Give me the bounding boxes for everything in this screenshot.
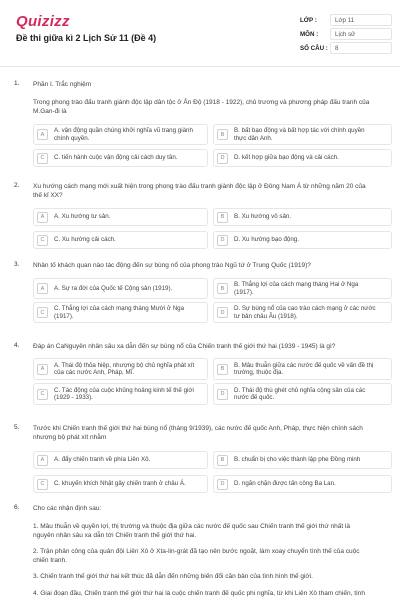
- worksheet-header: [0, 0, 400, 67]
- option-letter-b: B: [217, 283, 228, 294]
- option-letter-c: C: [37, 235, 48, 246]
- option-text: A. Xu hướng tư sản.: [54, 213, 111, 221]
- option-line: (1917).: [54, 312, 74, 320]
- question-text: [33, 182, 391, 200]
- option-c[interactable]: [33, 302, 208, 323]
- option-text: [234, 127, 365, 142]
- option-line: D. Sự bùng nổ của cao trào cách mạng ở các nước: [234, 305, 376, 312]
- option-text: C. Xu hướng cải cách.: [54, 236, 116, 244]
- option-text: [54, 305, 184, 320]
- option-letter-a: A: [37, 455, 48, 466]
- statement-line: 4. Giai đoạn đầu, Chiến tranh thế giới thứ hai là cuộc chiến tranh đế quốc phi nghĩa, từ khi Liên Xô tham chiến, tính: [33, 590, 366, 597]
- option-letter-c: C: [37, 307, 48, 318]
- option-b[interactable]: [213, 208, 392, 226]
- question-line: Đáp án CaNguyên nhân sâu xa dẫn đến sự bùng nổ của Chiến tranh thế giới thứ hai (1939 - 1945) là gì?: [33, 343, 336, 350]
- option-line: C. Tác động của cuộc khủng hoảng kinh tế thế giới: [54, 386, 194, 394]
- option-line: B. bất bạo động và bất hợp tác với chính quyền: [234, 127, 365, 134]
- option-line: (1929 - 1933).: [54, 394, 93, 401]
- option-a[interactable]: [33, 124, 208, 145]
- option-line: chính quyền.: [54, 134, 90, 142]
- page-title: Đề thi giữa kì 2 Lịch Sử 11 (Đề 4): [16, 33, 157, 43]
- option-a[interactable]: [33, 358, 208, 380]
- lop-label: LỚP :: [300, 16, 317, 24]
- option-letter-b: B: [217, 212, 228, 223]
- option-line: D. Thái độ thù ghét chủ nghĩa cộng sản của các: [234, 386, 366, 394]
- option-text: C. tiến hành cuộc vận động cải cách duy tân.: [54, 154, 178, 162]
- option-line: C. Thắng lợi của cách mạng tháng Mười ở Nga: [54, 305, 185, 312]
- question-line: Phần I. Trắc nghiệm: [33, 81, 92, 88]
- blank-line: [33, 89, 391, 98]
- option-a[interactable]: [33, 208, 208, 226]
- option-letter-b: B: [217, 455, 228, 466]
- option-line: B. Mâu thuẫn giữa các nước đế quốc về vấn đề thị: [234, 361, 374, 369]
- option-letter-c: C: [37, 389, 48, 400]
- question-line: nhượng bộ phát xít nhằm: [33, 434, 107, 441]
- mon-value: Lịch sử: [330, 28, 392, 40]
- statement-line: 3. Chiến tranh thế giới thứ hai kết thúc đã dẫn đến những biến đổi căn bản của tình hình thế giới.: [33, 573, 313, 580]
- option-line: B. Thắng lợi của cách mạng tháng Hai ở Nga: [234, 281, 359, 288]
- question-text: [33, 80, 391, 116]
- question-line: Trong phong trào đấu tranh giành độc lập dân tộc ở Ấn Độ (1918 - 1922), chủ trương và phương pháp đấu tranh của: [33, 99, 370, 106]
- statement-line: 1. Mâu thuẫn về quyền lợi, thị trường và thuộc địa giữa các nước đế quốc sau Chiến tranh thế giới thứ nhất là: [33, 523, 351, 530]
- option-d[interactable]: [213, 302, 392, 323]
- socau-label: SỐ CÂU :: [300, 44, 328, 52]
- option-letter-a: A: [37, 212, 48, 223]
- option-letter-b: B: [217, 129, 228, 140]
- option-text: [234, 281, 358, 296]
- option-a[interactable]: [33, 278, 208, 299]
- option-b[interactable]: [213, 124, 392, 145]
- option-text: A. đẩy chiến tranh về phía Liên Xô.: [54, 456, 151, 464]
- statement-2: [33, 547, 389, 565]
- question-line: M.Gan-đi là: [33, 108, 67, 115]
- option-text: [54, 362, 194, 377]
- meta-box: [300, 13, 392, 55]
- option-d[interactable]: [213, 475, 392, 493]
- option-text: D. Xu hướng bạo động.: [234, 236, 299, 244]
- meta-row-lop: [300, 13, 392, 27]
- question-number: 4.: [14, 342, 20, 349]
- question-text: [33, 342, 391, 351]
- option-text: [234, 362, 373, 377]
- option-c[interactable]: [33, 475, 208, 493]
- option-b[interactable]: [213, 358, 392, 380]
- statement-line: 2. Trận phản công của quân đội Liên Xô ở Xta-lin-grát đã tạo nên bước ngoặt, làm xoay chuyển tình thế của cuộc: [33, 548, 360, 555]
- question-line: thế kỉ XX?: [33, 192, 63, 199]
- option-letter-d: D: [217, 235, 228, 246]
- option-line: của các nước Anh, Pháp, Mĩ.: [54, 369, 135, 376]
- option-letter-a: A: [37, 283, 48, 294]
- option-d[interactable]: [213, 231, 392, 249]
- option-line: A. Thái độ thỏa hiệp, nhượng bộ chủ nghĩa phát xít: [54, 361, 195, 369]
- question-number: 3.: [14, 261, 20, 268]
- question-line: Nhân tố khách quan nào tác động đến sự bùng nổ của phong trào Ngũ tứ ở Trung Quốc (1919)?: [33, 262, 311, 269]
- option-c[interactable]: [33, 149, 208, 167]
- statement-3: [33, 572, 389, 581]
- question-number: 6.: [14, 504, 20, 511]
- quizizz-logo: Quizizz: [16, 13, 70, 30]
- option-d[interactable]: [213, 383, 392, 405]
- option-text: C. khuyến khích Nhật gây chiến tranh ở châu Á.: [54, 480, 186, 488]
- question-number: 5.: [14, 424, 20, 431]
- question-number: 1.: [14, 80, 20, 87]
- option-text: [54, 127, 193, 142]
- question-number: 2.: [14, 182, 20, 189]
- statement-line: chiến tranh.: [33, 557, 67, 564]
- question-text: [33, 261, 391, 270]
- question-text: [33, 424, 391, 442]
- option-text: A. Sự ra đời của Quốc tế Cộng sản (1919).: [54, 284, 173, 292]
- statement-1: [33, 522, 389, 540]
- option-line: nước đế quốc.: [234, 394, 275, 401]
- mon-label: MÔN :: [300, 30, 319, 38]
- meta-row-socau: [300, 41, 392, 55]
- option-text: B. chuẩn bị cho việc thành lập phe Đồng minh: [234, 456, 361, 464]
- lop-value: Lớp 11: [330, 14, 392, 26]
- option-line: trường, thuộc địa.: [234, 369, 284, 376]
- option-d[interactable]: [213, 149, 392, 167]
- option-line: tư bản châu Âu (1918).: [234, 312, 298, 320]
- option-letter-b: B: [217, 364, 228, 375]
- option-text: [234, 387, 365, 402]
- option-line: (1917).: [234, 288, 254, 296]
- option-letter-c: C: [37, 479, 48, 490]
- option-letter-d: D: [217, 307, 228, 318]
- socau-value: 8: [330, 42, 392, 54]
- option-letter-d: D: [217, 389, 228, 400]
- question-text: Cho các nhận định sau:: [33, 505, 102, 512]
- option-text: [234, 305, 376, 320]
- option-b[interactable]: [213, 278, 392, 299]
- question-line: Trước khi Chiến tranh thế giới thứ hai bùng nổ (tháng 9/1939), các nước đế quốc Anh, Pháp, thực hiện chính sách: [33, 425, 363, 432]
- option-c[interactable]: [33, 231, 208, 249]
- option-text: D. kết hợp giữa bạo động và cải cách.: [234, 154, 339, 162]
- option-text: D. ngăn chặn được tấn công Ba Lan.: [234, 480, 336, 488]
- option-letter-c: C: [37, 153, 48, 164]
- option-letter-a: A: [37, 364, 48, 375]
- option-b[interactable]: [213, 451, 392, 469]
- option-line: A. vận động quần chúng khởi nghĩa vũ trang giành: [54, 127, 193, 134]
- option-a[interactable]: [33, 451, 208, 469]
- option-letter-d: D: [217, 479, 228, 490]
- option-letter-a: A: [37, 129, 48, 140]
- question-line: Xu hướng cách mạng mới xuất hiện trong phong trào đấu tranh giành độc lập ở Đông Nam Á từ những năm 20 của: [33, 183, 366, 190]
- option-line: thực dân Anh.: [234, 134, 273, 142]
- meta-row-mon: [300, 27, 392, 41]
- option-text: [54, 387, 194, 402]
- statement-4: [33, 589, 389, 598]
- option-text: B. Xu hướng vô sản.: [234, 213, 292, 221]
- statement-line: nguyên nhân sâu xa dẫn tới Chiến tranh thế giới thứ hai.: [33, 532, 197, 539]
- option-c[interactable]: [33, 383, 208, 405]
- option-letter-d: D: [217, 153, 228, 164]
